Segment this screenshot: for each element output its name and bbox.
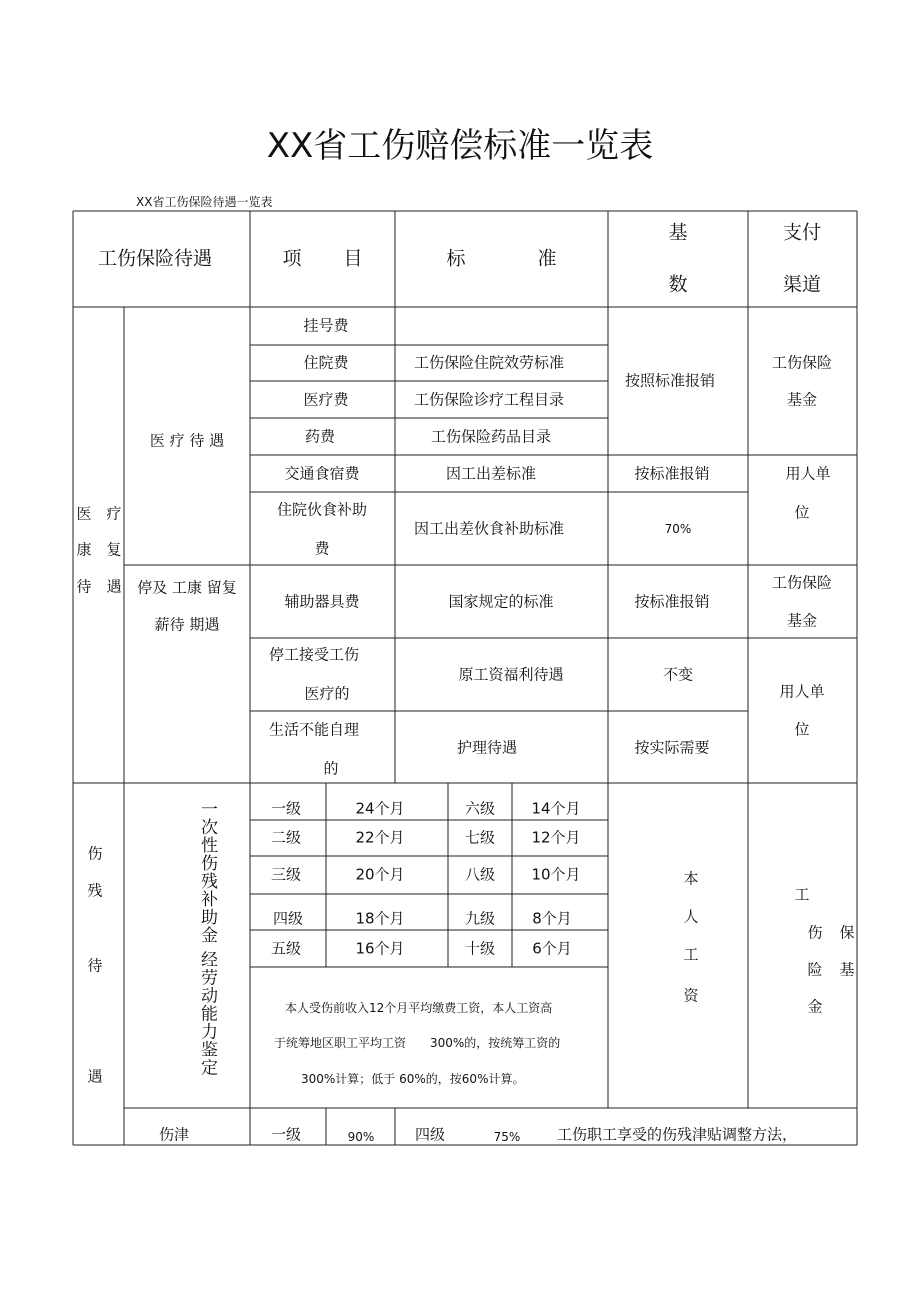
grade-level: 九级 [464,909,496,928]
header-base-1: 基 [668,221,688,244]
header-item-2: 目 [343,247,363,270]
base-unchanged: 不变 [662,665,694,684]
channel-employer-1: 用人单 [785,464,831,483]
std-transport: 因工出差标准 [445,464,537,483]
channel-employer2-2: 位 [794,720,810,739]
grade-level: 七级 [464,828,496,847]
allowance-level-4: 四级 [414,1125,446,1144]
header-channel-2: 渠道 [782,273,822,296]
disability-label-2: 残 [87,881,103,900]
grade-level: 一级 [270,799,302,818]
allowance-pct-4: 75% [493,1130,521,1144]
grade-level: 六级 [464,799,496,818]
grade-months: 8个月 [532,909,572,928]
grade-months: 24个月 [355,799,405,818]
header-base-2: 数 [668,273,688,296]
medical-group-label-2: 康 复 [76,540,122,559]
std-drug: 工伤保险药品目录 [430,427,552,446]
grade-level: 四级 [272,909,304,928]
item-medical: 医疗费 [303,390,349,409]
channel-employer-2: 位 [794,503,810,522]
allowance-adjust: 工伤职工享受的伤残津贴调整方法， [556,1125,798,1144]
item-nursing-1: 生活不能自理 [268,720,360,739]
item-transport: 交通食宿费 [284,464,360,483]
channel-disability-6: 金 [807,997,823,1016]
channel-fund-2: 基金 [786,390,818,409]
channel-employer2-1: 用人单 [779,682,825,701]
base-by-need: 按实际需要 [634,738,710,757]
header-standard-1: 标 [446,247,466,270]
grade-months: 22个月 [355,828,405,847]
suspension-label-1: 停及 工康 留复 [137,578,237,597]
base-by-standard-2: 按标准报销 [634,464,710,483]
table-caption: XX省工伤保险待遇一览表 [136,195,273,209]
medical-group-label-1: 医 疗 [76,504,122,523]
header-item-1: 项 [282,247,302,270]
channel-fund2-1: 工伤保险 [771,573,833,592]
header-benefit: 工伤保险待遇 [97,247,213,270]
base-by-standard-3: 按标准报销 [634,592,710,611]
grade-months: 18个月 [355,909,405,928]
base-wage-3: 工 [683,945,699,964]
grade-months: 6个月 [532,939,572,958]
channel-disability-3: 保 [839,923,855,942]
allowance-level-1: 一级 [270,1125,302,1144]
medical-group-label-3: 待 遇 [76,577,122,596]
allowance-pct-1: 90% [347,1130,375,1144]
item-aids: 辅助器具费 [284,592,360,611]
item-meal-2: 费 [314,539,330,558]
item-suspension-1: 停工接受工伤 [268,645,360,664]
grade-months: 20个月 [355,865,405,884]
std-meal: 因工出差伙食补助标准 [413,519,565,538]
item-registration: 挂号费 [303,316,349,335]
grade-months: 16个月 [355,939,405,958]
base-seventy: 70% [664,522,692,536]
item-hospital: 住院费 [303,353,349,372]
page-title: XX省工伤赔偿标准一览表 [266,126,654,166]
grade-level: 五级 [270,939,302,958]
grade-level: 三级 [270,865,302,884]
std-nursing: 护理待遇 [456,738,518,757]
base-wage-4: 资 [683,986,699,1005]
channel-fund-1: 工伤保险 [771,353,833,372]
medical-treatment-label: 医 疗 待 遇 [149,431,225,450]
channel-disability-5: 基 [839,960,855,979]
grade-level: 八级 [464,865,496,884]
disability-label-1: 伤 [87,844,103,863]
grade-level: 十级 [464,939,496,958]
channel-disability-2: 伤 [807,923,823,942]
disability-label-4: 遇 [87,1067,103,1086]
grade-months: 10个月 [531,865,581,884]
channel-disability-1: 工 [794,885,810,904]
grade-months: 14个月 [531,799,581,818]
suspension-label-2: 薪待 期遇 [154,615,220,634]
lump-sum-label: 一次性伤残补助金 经劳动能力鉴定 [197,800,217,1077]
allowance-label: 伤津 [158,1125,190,1144]
grade-level: 二级 [270,828,302,847]
channel-fund2-2: 基金 [786,611,818,630]
base-wage-2: 人 [683,907,699,926]
std-aids: 国家规定的标准 [448,592,554,611]
base-wage-1: 本 [683,869,699,888]
grade-months: 12个月 [531,828,581,847]
item-meal-1: 住院伙食补助 [276,500,368,519]
std-suspension: 原工资福利待遇 [458,665,564,684]
header-standard-2: 准 [537,247,557,270]
item-nursing-2: 的 [323,759,339,778]
note-line-1: 本人受伤前收入12个月平均缴费工资，本人工资高 [285,1001,553,1015]
item-drug: 药费 [304,427,336,446]
header-channel-1: 支付 [782,221,822,244]
disability-label-3: 待 [87,956,103,975]
std-medical: 工伤保险诊疗工程目录 [413,390,565,409]
std-hospital: 工伤保险住院效劳标准 [413,353,565,372]
note-line-2: 于统筹地区职工平均工资 300%的，按统筹工资的 [274,1036,561,1050]
note-line-3: 300%计算；低于 60%的，按60%计算。 [301,1072,525,1086]
channel-disability-4: 险 [807,960,823,979]
item-suspension-2: 医疗的 [304,684,350,703]
base-by-standard: 按照标准报销 [624,371,716,390]
